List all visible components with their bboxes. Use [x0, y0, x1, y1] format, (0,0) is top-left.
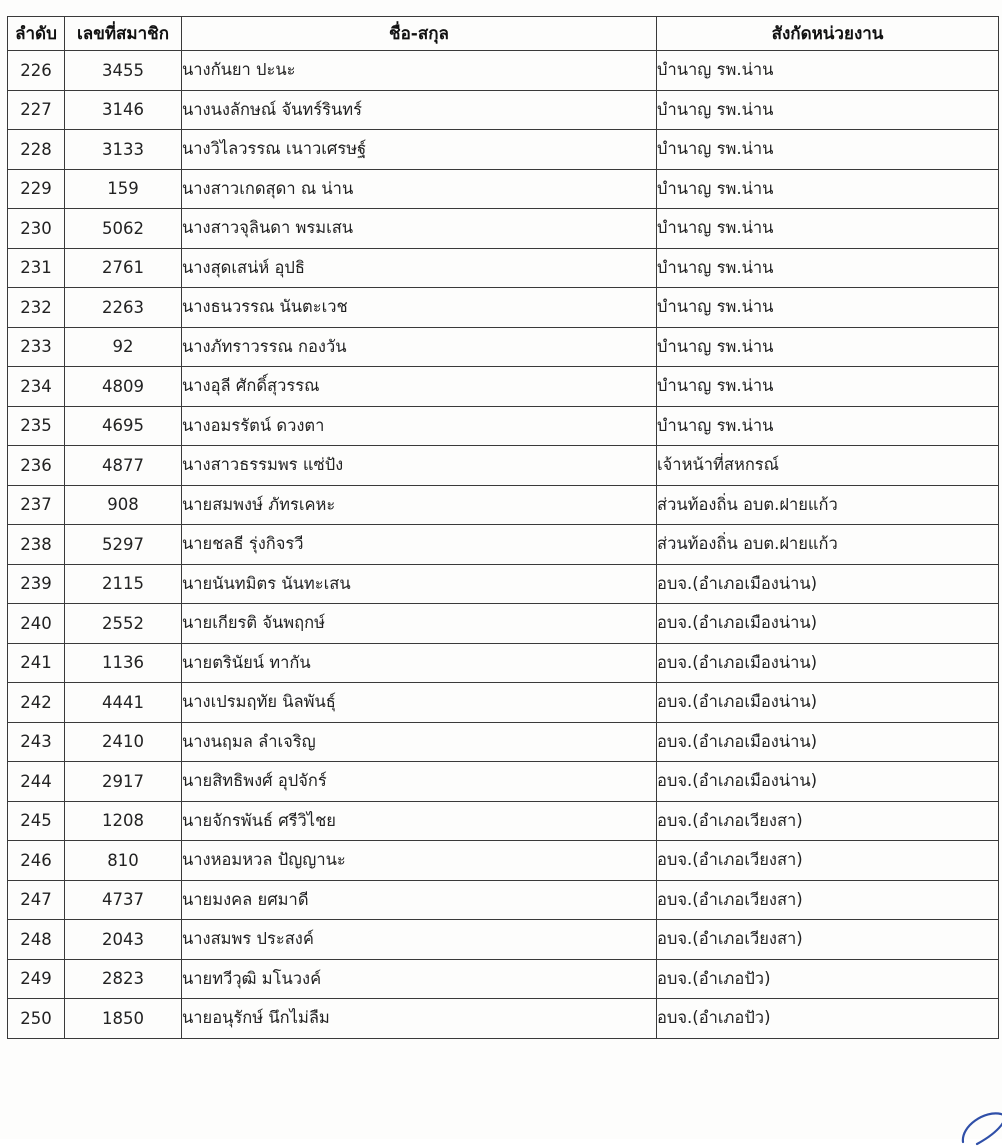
cell-member-number: 159 — [65, 169, 182, 209]
cell-unit: บำนาญ รพ.น่าน — [657, 367, 999, 407]
cell-member-number: 1208 — [65, 801, 182, 841]
table-row — [8, 209, 999, 249]
cell-seq: 240 — [8, 604, 65, 644]
table-row — [8, 130, 999, 170]
table-row — [8, 999, 999, 1039]
cell-unit: อบจ.(อำเภอเวียงสา) — [657, 801, 999, 841]
table-row — [8, 288, 999, 328]
table-row — [8, 446, 999, 486]
table-row — [8, 604, 999, 644]
cell-unit: อบจ.(อำเภอเมืองน่าน) — [657, 643, 999, 683]
cell-seq: 228 — [8, 130, 65, 170]
cell-unit: ส่วนท้องถิ่น อบต.ฝายแก้ว — [657, 485, 999, 525]
cell-seq: 233 — [8, 327, 65, 367]
cell-member-number: 2263 — [65, 288, 182, 328]
cell-unit: อบจ.(อำเภอปัว) — [657, 999, 999, 1039]
cell-member-number: 2410 — [65, 722, 182, 762]
cell-seq: 246 — [8, 841, 65, 881]
cell-unit: อบจ.(อำเภอเมืองน่าน) — [657, 683, 999, 723]
cell-seq: 245 — [8, 801, 65, 841]
cell-unit: บำนาญ รพ.น่าน — [657, 130, 999, 170]
cell-unit: บำนาญ รพ.น่าน — [657, 209, 999, 249]
cell-name: นางนงลักษณ์ จันทร์รินทร์ — [182, 90, 657, 130]
cell-seq: 243 — [8, 722, 65, 762]
cell-name: นางสุดเสน่ห์ อุปธิ — [182, 248, 657, 288]
table-row — [8, 722, 999, 762]
cell-name: นายเกียรติ จันพฤกษ์ — [182, 604, 657, 644]
cell-seq: 227 — [8, 90, 65, 130]
cell-seq: 231 — [8, 248, 65, 288]
header-row — [8, 17, 999, 51]
cell-name: นางสมพร ประสงค์ — [182, 920, 657, 960]
table-row — [8, 959, 999, 999]
cell-seq: 229 — [8, 169, 65, 209]
cell-member-number: 5062 — [65, 209, 182, 249]
table-row — [8, 762, 999, 802]
header-name: ชื่อ-สกุล — [182, 17, 657, 51]
table-row — [8, 801, 999, 841]
cell-unit: บำนาญ รพ.น่าน — [657, 327, 999, 367]
cell-name: นายจักรพันธ์ ศรีวิไชย — [182, 801, 657, 841]
cell-unit: บำนาญ รพ.น่าน — [657, 90, 999, 130]
cell-unit: ส่วนท้องถิ่น อบต.ฝายแก้ว — [657, 525, 999, 565]
cell-member-number: 2115 — [65, 564, 182, 604]
cell-name: นายตรินัยน์ ทากัน — [182, 643, 657, 683]
cell-seq: 230 — [8, 209, 65, 249]
cell-unit: อบจ.(อำเภอเวียงสา) — [657, 841, 999, 881]
cell-member-number: 4441 — [65, 683, 182, 723]
cell-name: นายทวีวุฒิ มโนวงค์ — [182, 959, 657, 999]
header-seq: ลำดับ — [8, 17, 65, 51]
cell-member-number: 908 — [65, 485, 182, 525]
cell-member-number: 4737 — [65, 880, 182, 920]
cell-name: นางเปรมฤทัย นิลพันธุ์ — [182, 683, 657, 723]
table-row — [8, 841, 999, 881]
cell-name: นายนันทมิตร นันทะเสน — [182, 564, 657, 604]
cell-seq: 247 — [8, 880, 65, 920]
table-row — [8, 564, 999, 604]
cell-unit: อบจ.(อำเภอปัว) — [657, 959, 999, 999]
cell-seq: 239 — [8, 564, 65, 604]
cell-member-number: 4809 — [65, 367, 182, 407]
cell-name: นางธนวรรณ นันตะเวช — [182, 288, 657, 328]
table-row — [8, 90, 999, 130]
cell-name: นางอุลี ศักดิ์สุวรรณ — [182, 367, 657, 407]
cell-seq: 248 — [8, 920, 65, 960]
cell-seq: 235 — [8, 406, 65, 446]
cell-unit: บำนาญ รพ.น่าน — [657, 248, 999, 288]
table-row — [8, 248, 999, 288]
cell-name: นางสาวจุลินดา พรมเสน — [182, 209, 657, 249]
table-row — [8, 327, 999, 367]
cell-member-number: 4877 — [65, 446, 182, 486]
table-row — [8, 51, 999, 91]
cell-name: นางสาวเกดสุดา ณ น่าน — [182, 169, 657, 209]
table-row — [8, 525, 999, 565]
pen-mark-icon — [955, 1106, 1002, 1146]
cell-name: นายอนุรักษ์ นึกไม่ลืม — [182, 999, 657, 1039]
cell-member-number: 3455 — [65, 51, 182, 91]
cell-name: นางนฤมล ลำเจริญ — [182, 722, 657, 762]
cell-seq: 250 — [8, 999, 65, 1039]
cell-member-number: 2761 — [65, 248, 182, 288]
header-member-number: เลขที่สมาชิก — [65, 17, 182, 51]
table-body — [8, 51, 999, 1039]
cell-member-number: 2917 — [65, 762, 182, 802]
cell-member-number: 1136 — [65, 643, 182, 683]
cell-seq: 249 — [8, 959, 65, 999]
cell-name: นายชลธี รุ่งกิจรวี — [182, 525, 657, 565]
table-row — [8, 880, 999, 920]
cell-member-number: 2552 — [65, 604, 182, 644]
cell-member-number: 4695 — [65, 406, 182, 446]
cell-seq: 234 — [8, 367, 65, 407]
cell-seq: 241 — [8, 643, 65, 683]
cell-seq: 232 — [8, 288, 65, 328]
cell-member-number: 3133 — [65, 130, 182, 170]
table-row — [8, 683, 999, 723]
cell-unit: เจ้าหน้าที่สหกรณ์ — [657, 446, 999, 486]
cell-name: นายมงคล ยศมาดี — [182, 880, 657, 920]
table-header — [8, 17, 999, 51]
table-row — [8, 406, 999, 446]
cell-unit: อบจ.(อำเภอเมืองน่าน) — [657, 564, 999, 604]
cell-unit: อบจ.(อำเภอเวียงสา) — [657, 920, 999, 960]
cell-member-number: 1850 — [65, 999, 182, 1039]
cell-name: นางภัทราวรรณ กองวัน — [182, 327, 657, 367]
cell-seq: 244 — [8, 762, 65, 802]
cell-member-number: 2823 — [65, 959, 182, 999]
cell-member-number: 810 — [65, 841, 182, 881]
header-unit: สังกัดหน่วยงาน — [657, 17, 999, 51]
cell-seq: 236 — [8, 446, 65, 486]
cell-seq: 242 — [8, 683, 65, 723]
cell-name: นางสาวธรรมพร แซ่ปัง — [182, 446, 657, 486]
table-row — [8, 920, 999, 960]
table-row — [8, 485, 999, 525]
table-row — [8, 367, 999, 407]
cell-unit: อบจ.(อำเภอเวียงสา) — [657, 880, 999, 920]
cell-unit: อบจ.(อำเภอเมืองน่าน) — [657, 604, 999, 644]
cell-seq: 226 — [8, 51, 65, 91]
cell-unit: บำนาญ รพ.น่าน — [657, 169, 999, 209]
member-table — [7, 16, 999, 1039]
cell-name: นางวิไลวรรณ เนาวเศรษฐ์ — [182, 130, 657, 170]
cell-seq: 238 — [8, 525, 65, 565]
cell-member-number: 5297 — [65, 525, 182, 565]
cell-unit: บำนาญ รพ.น่าน — [657, 51, 999, 91]
cell-name: นางหอมหวล ปัญญานะ — [182, 841, 657, 881]
table-row — [8, 169, 999, 209]
cell-unit: อบจ.(อำเภอเมืองน่าน) — [657, 722, 999, 762]
cell-name: นางอมรรัตน์ ดวงตา — [182, 406, 657, 446]
cell-unit: บำนาญ รพ.น่าน — [657, 406, 999, 446]
cell-seq: 237 — [8, 485, 65, 525]
cell-name: นายสิทธิพงศ์ อุปจักร์ — [182, 762, 657, 802]
cell-member-number: 2043 — [65, 920, 182, 960]
cell-unit: บำนาญ รพ.น่าน — [657, 288, 999, 328]
cell-member-number: 3146 — [65, 90, 182, 130]
cell-unit: อบจ.(อำเภอเมืองน่าน) — [657, 762, 999, 802]
cell-name: นางกันยา ปะนะ — [182, 51, 657, 91]
table-row — [8, 643, 999, 683]
cell-member-number: 92 — [65, 327, 182, 367]
cell-name: นายสมพงษ์ ภัทรเคหะ — [182, 485, 657, 525]
